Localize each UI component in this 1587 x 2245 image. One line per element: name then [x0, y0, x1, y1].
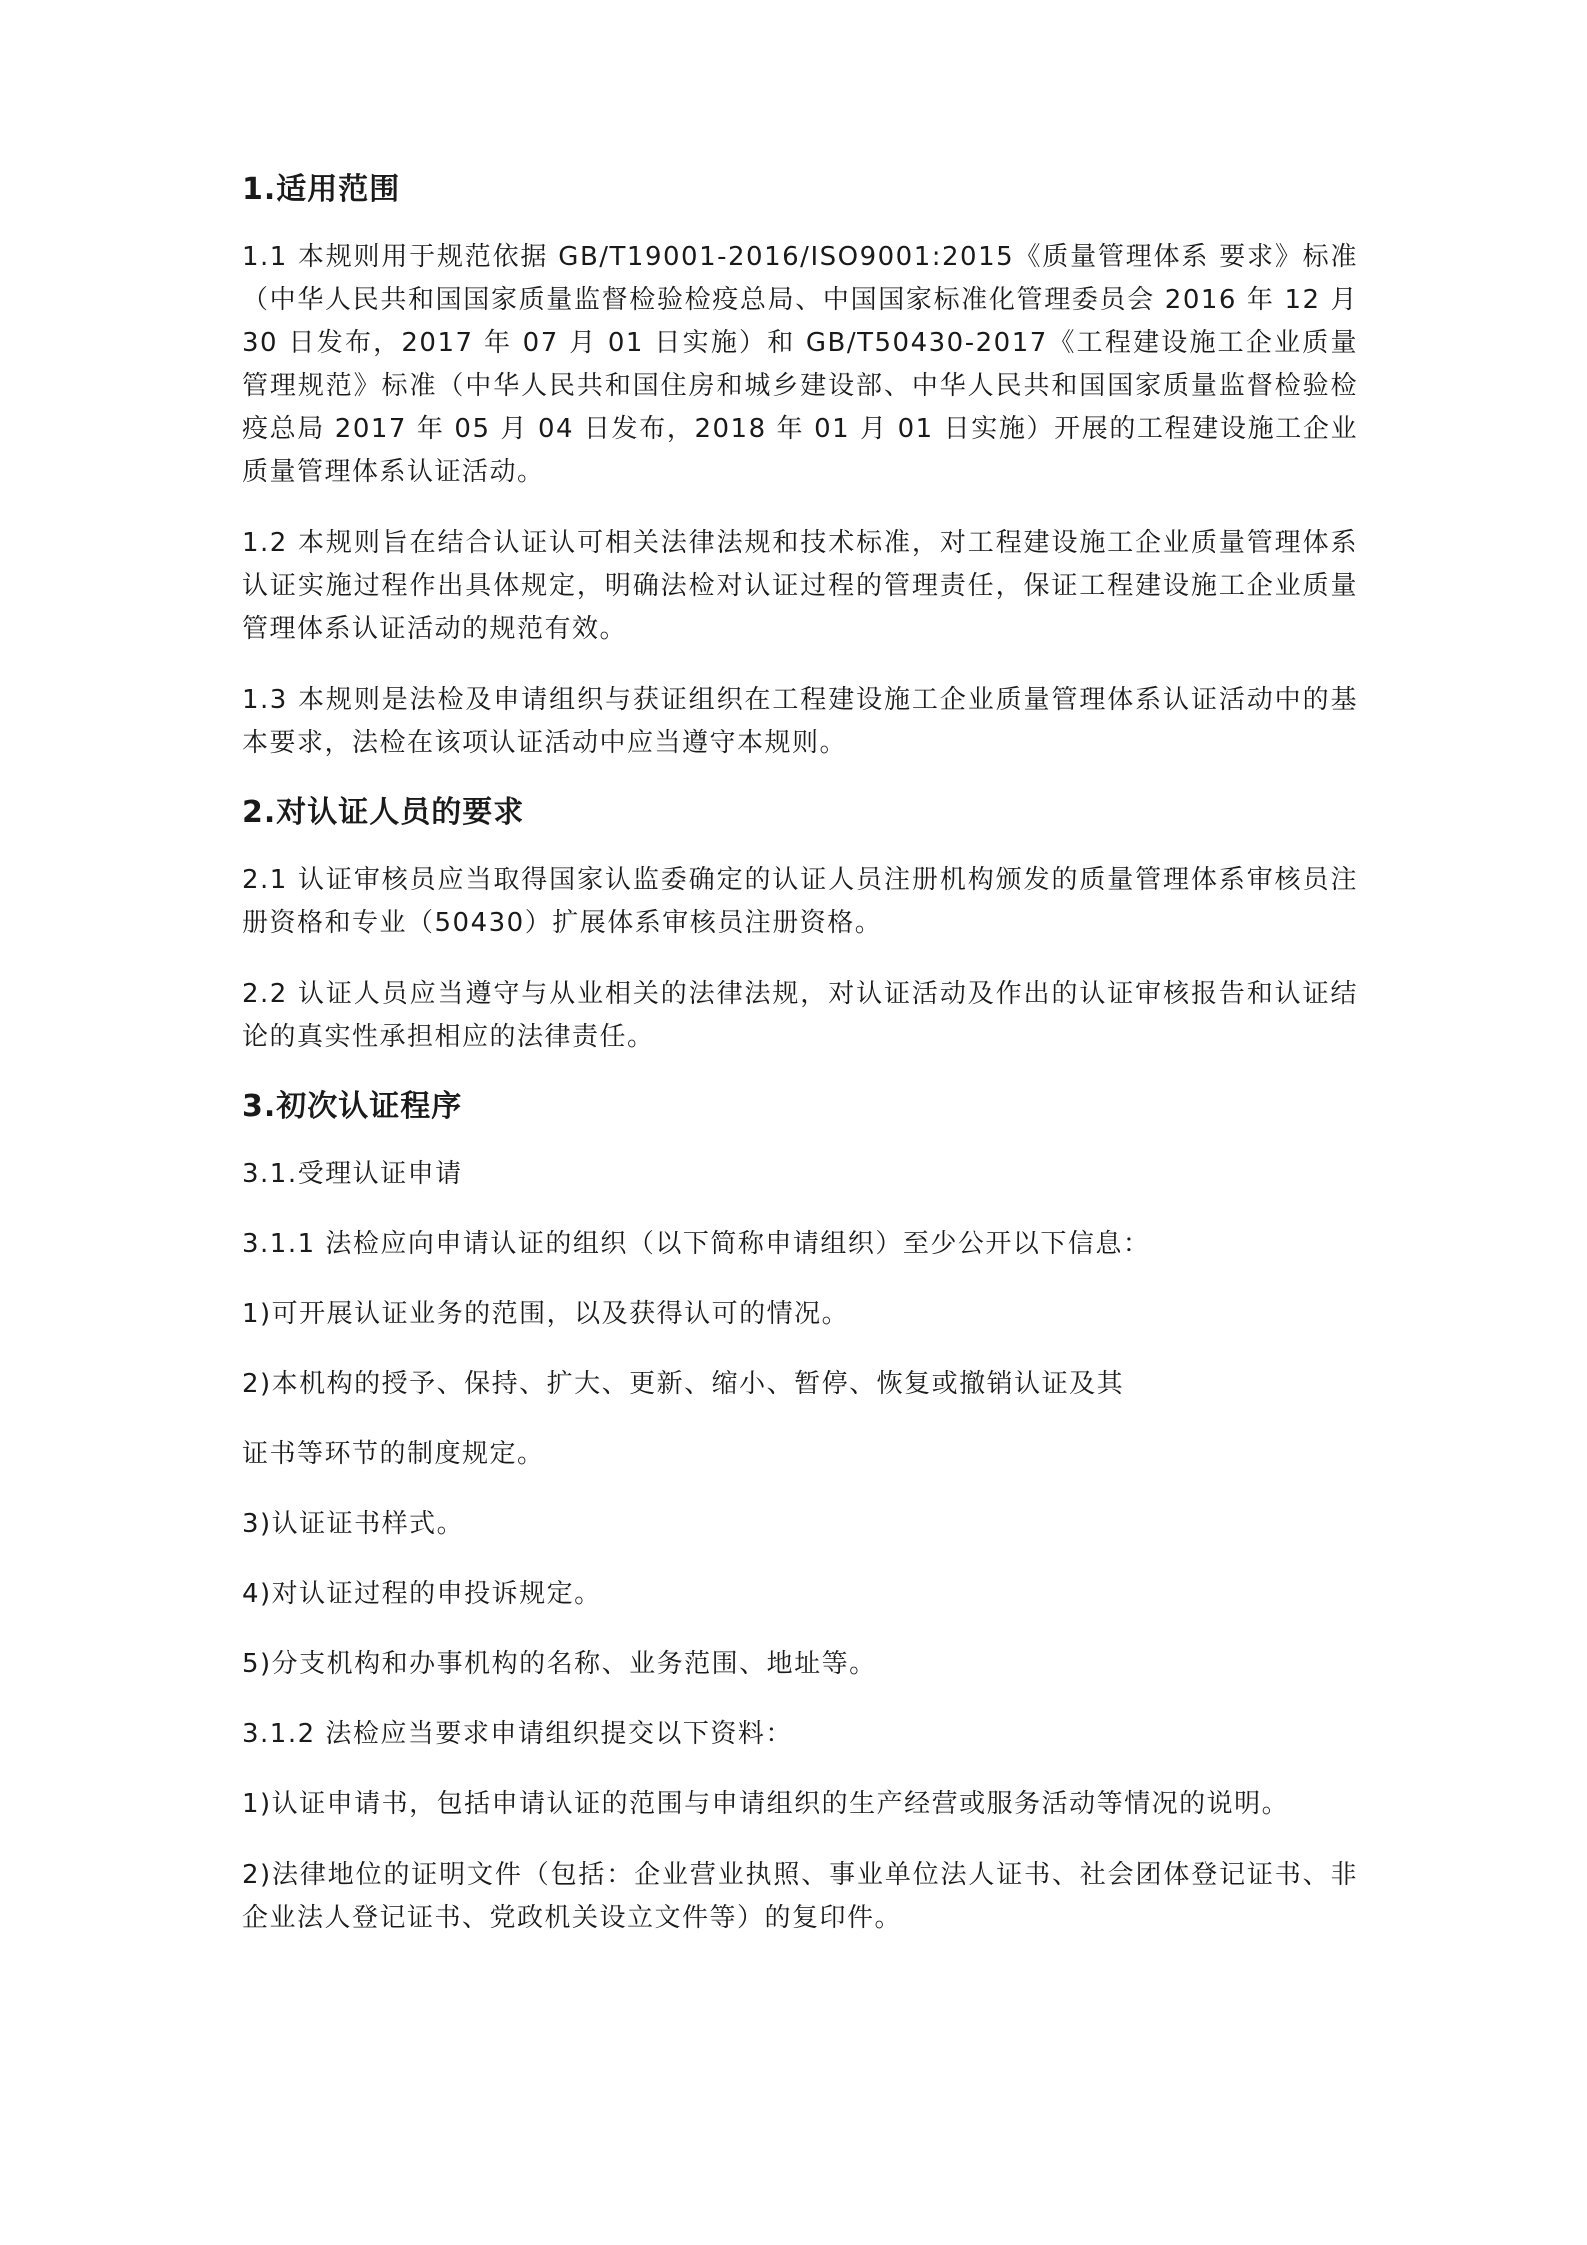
list-item-2: 2)本机构的授予、保持、扩大、更新、缩小、暂停、恢复或撤销认证及其	[242, 1369, 1125, 1399]
clause-1-2: 1.2 本规则旨在结合认证认可相关法律法规和技术标准，对工程建设施工企业质量管理体系认证实施过程作出具体规定，明确法检对认证过程的管理责任，保证工程建设施工企业质量管理体系认证活动的规范有效。	[242, 528, 1358, 644]
requirement-item-2: 2)法律地位的证明文件（包括：企业营业执照、事业单位法人证书、社会团体登记证书、非企业法人登记证书、党政机关设立文件等）的复印件。	[242, 1860, 1358, 1933]
clause-2-2: 2.2 认证人员应当遵守与从业相关的法律法规，对认证活动及作出的认证审核报告和认证结论的真实性承担相应的法律责任。	[242, 979, 1358, 1052]
list-item-3: 3)认证证书样式。	[242, 1509, 465, 1539]
list-item-5: 5)分支机构和办事机构的名称、业务范围、地址等。	[242, 1649, 877, 1679]
document-page	[242, 170, 1358, 1968]
list-item-4: 4)对认证过程的申投诉规定。	[242, 1579, 602, 1609]
clause-1-3: 1.3 本规则是法检及申请组织与获证组织在工程建设施工企业质量管理体系认证活动中的基本要求，法检在该项认证活动中应当遵守本规则。	[242, 685, 1358, 758]
section-heading-scope: 1.适用范围	[242, 172, 401, 207]
clause-3-1-1: 3.1.1 法检应向申请认证的组织（以下简称申请组织）至少公开以下信息：	[242, 1229, 1151, 1259]
clause-3-1-2: 3.1.2 法检应当要求申请组织提交以下资料：	[242, 1719, 793, 1749]
requirement-item-1: 1)认证申请书，包括申请认证的范围与申请组织的生产经营或服务活动等情况的说明。	[242, 1789, 1290, 1819]
clause-3-1: 3.1.受理认证申请	[242, 1159, 463, 1189]
section-heading-initial-certification: 3.初次认证程序	[242, 1089, 463, 1124]
list-item-1: 1)可开展认证业务的范围，以及获得认可的情况。	[242, 1299, 850, 1329]
clause-1-1: 1.1 本规则用于规范依据 GB/T19001-2016/ISO9001:2015《质量管理体系 要求》标准（中华人民共和国国家质量监督检验检疫总局、中国国家标准化管理委员会 2016 年 12 月 30 日发布，2017 年 07 月 01 日实施）和 GB/T50430-2017《工程建设施工企业质量管理规范》标准（中华人民共和国住房和城乡建设部、中华人民共和国国家质量监督检验检疫总局 2017 年 05 月 04 日发布，2018 年 01 月 01 日实施）开展的工程建设施工企业质量管理体系认证活动。	[242, 242, 1358, 487]
list-item-2-continued: 证书等环节的制度规定。	[242, 1439, 545, 1469]
section-heading-personnel: 2.对认证人员的要求	[242, 795, 525, 830]
clause-2-1: 2.1 认证审核员应当取得国家认监委确定的认证人员注册机构颁发的质量管理体系审核员注册资格和专业（50430）扩展体系审核员注册资格。	[242, 865, 1358, 938]
